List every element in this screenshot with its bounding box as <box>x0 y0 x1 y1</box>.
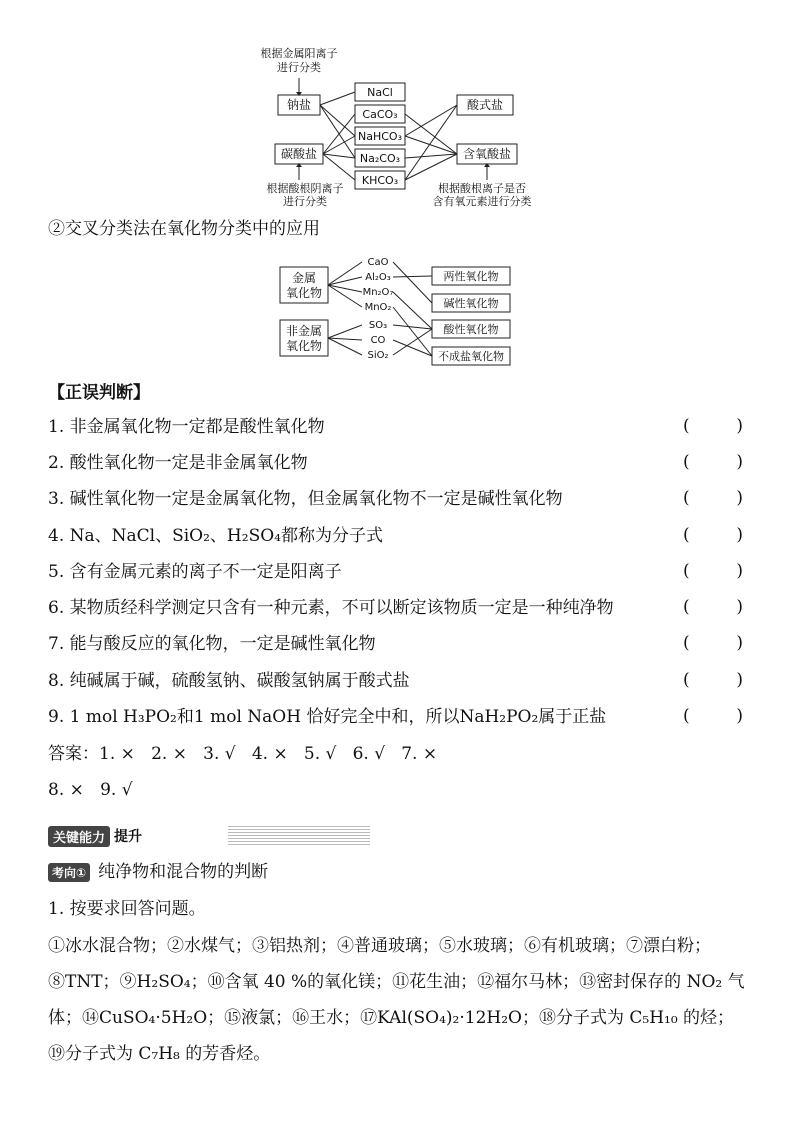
judge-item-3: 3. 碱性氧化物一定是金属氧化物，但金属氧化物不一定是碱性氧化物 <box>48 489 563 509</box>
label-nonmetal-l1: 非金属 <box>285 324 323 338</box>
label-khco3: KHCO₃ <box>361 174 399 187</box>
label-carbonate: 碳酸盐 <box>280 147 318 161</box>
label-acidic: 酸性氧化物 <box>443 323 499 336</box>
judge-title: 【正误判断】 <box>48 383 150 403</box>
label-caco3: CaCO₃ <box>362 108 398 121</box>
answer-blank-6[interactable]: ( ) <box>683 597 743 617</box>
judge-item-9: 9. 1 mol H₃PO₂和1 mol NaOH 恰好完全中和，所以NaH₂PO₂属于正盐 <box>48 707 607 727</box>
question-1-title: 1. 按要求回答问题。 <box>48 899 206 919</box>
label-acid-salt: 酸式盐 <box>466 98 504 112</box>
label-na2co3: Na₂CO₃ <box>359 152 401 165</box>
judge-item-4: 4. Na、NaCl、SiO₂、H₂SO₄都称为分子式 <box>48 526 383 546</box>
note-top-l2: 进行分类 <box>277 61 321 74</box>
label-sodium-salt: 钠盐 <box>286 98 312 112</box>
label-nacl: NaCl <box>367 86 393 99</box>
note-bottom-left-l2: 进行分类 <box>283 195 327 208</box>
item-cao: CaO <box>367 257 389 268</box>
answer-blank-1[interactable]: ( ) <box>683 416 743 436</box>
answer-line-2: 8. × 9. √ <box>48 780 133 800</box>
label-nonmetal-l2: 氧化物 <box>285 339 323 353</box>
section2-title: ②交叉分类法在氧化物分类中的应用 <box>48 219 320 239</box>
kaoxiang-title: 纯净物和混合物的判断 <box>98 862 269 882</box>
key-ability-banner <box>48 826 370 846</box>
oxide-classification-diagram <box>275 250 525 370</box>
label-oxysalt: 含氧酸盐 <box>462 147 512 161</box>
answer-blank-8[interactable]: ( ) <box>683 670 743 690</box>
judge-item-7: 7. 能与酸反应的氧化物，一定是碱性氧化物 <box>48 634 376 654</box>
label-amphoteric: 两性氧化物 <box>443 270 499 283</box>
item-al2o3: Al₂O₃ <box>365 272 391 283</box>
item-co: CO <box>370 335 386 346</box>
answer-blank-4[interactable]: ( ) <box>683 525 743 545</box>
answer-line-1: 答案：1. × 2. × 3. √ 4. × 5. √ 6. √ 7. × <box>48 744 438 764</box>
judge-item-8: 8. 纯碱属于碱，硫酸氢钠、碳酸氢钠属于酸式盐 <box>48 671 410 691</box>
label-nahco3: NaHCO₃ <box>358 130 402 143</box>
judge-item-5: 5. 含有金属元素的离子不一定是阳离子 <box>48 562 342 582</box>
item-sio2: SiO₂ <box>367 350 389 361</box>
question-1-body: ①冰水混合物；②水煤气；③铝热剂；④普通玻璃；⑤水玻璃；⑥有机玻璃；⑦漂白粉；⑧TNT；⑨H₂SO₄；⑩含氧 40 %的氧化镁；⑪花生油；⑫福尔马林；⑬密封保存的 NO₂ 气体；⑭CuSO₄·5H₂O；⑮液氯；⑯王水；⑰KAl(SO₄)₂·12H₂O；⑱分子式为 C₅H₁₀ 的烃；⑲分子式为 C₇H₈ 的芳香烃。 <box>48 936 745 1064</box>
item-mn2o7: Mn₂O₇ <box>362 287 394 298</box>
kaoxiang-heading <box>48 861 268 883</box>
kaoxiang-badge: 考向① <box>48 863 90 882</box>
label-metal-l2: 氧化物 <box>285 286 323 300</box>
answer-blank-9[interactable]: ( ) <box>683 706 743 726</box>
item-mno2: MnO₂ <box>364 302 392 313</box>
label-non-salt-forming: 不成盐氧化物 <box>438 350 504 363</box>
judge-item-2: 2. 酸性氧化物一定是非金属氧化物 <box>48 453 308 473</box>
note-bottom-left-l1: 根据酸根阴离子 <box>266 182 344 195</box>
answer-blank-5[interactable]: ( ) <box>683 561 743 581</box>
answer-blank-2[interactable]: ( ) <box>683 452 743 472</box>
answer-blank-3[interactable]: ( ) <box>683 488 743 508</box>
label-basic: 碱性氧化物 <box>443 297 499 310</box>
note-top-l1: 根据金属阳离子 <box>260 47 338 60</box>
note-bottom-right-l1: 根据酸根离子是否 <box>438 182 526 195</box>
item-so3: SO₃ <box>368 320 388 331</box>
label-metal-l1: 金属 <box>291 271 317 285</box>
banner-label: 关键能力 <box>48 826 110 847</box>
note-bottom-right-l2: 含有氧元素进行分类 <box>432 195 532 208</box>
judge-item-1: 1. 非金属氧化物一定都是酸性氧化物 <box>48 417 325 437</box>
banner-sublabel: 提升 <box>114 829 143 845</box>
judge-item-6: 6. 某物质经科学测定只含有一种元素，不可以断定该物质一定是一种纯净物 <box>48 598 614 618</box>
answer-blank-7[interactable]: ( ) <box>683 633 743 653</box>
salt-classification-diagram <box>240 40 560 215</box>
